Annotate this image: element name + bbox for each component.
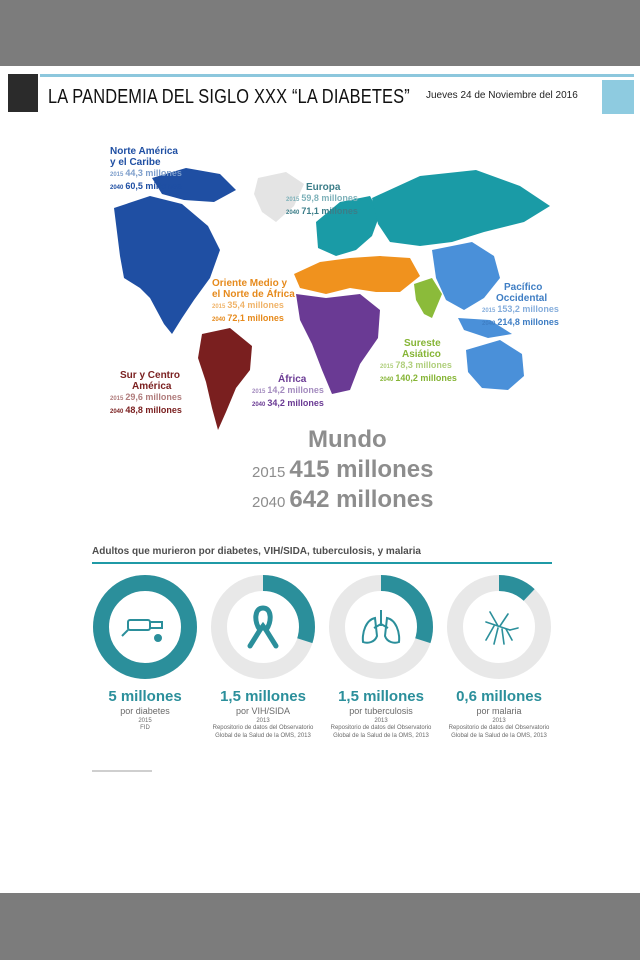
region-name: Occidental: [496, 293, 548, 304]
region-europe: Europa 2015 59,8 millones 2040 71,1 millones: [286, 182, 358, 216]
region-value-2040: 214,8 millones: [497, 317, 559, 327]
region-value-2015: 78,3 millones: [395, 360, 452, 370]
page-header: [8, 74, 634, 116]
stat-cause: por VIH/SIDA: [235, 706, 291, 716]
region-name: Europa: [306, 182, 341, 193]
mosquito-icon: [486, 612, 518, 644]
region-value-2040: 140,2 millones: [395, 373, 457, 383]
header-light-block: [602, 80, 634, 114]
adults-section-rule: [92, 562, 552, 564]
region-name: Oriente Medio y: [212, 278, 288, 289]
region-western-pacific: Pacífico Occidental 2015 153,2 millones 2040 214,8 millones: [482, 282, 559, 327]
stat-source: Repositorio de datos del Observatorio Global de la Salud de la OMS, 2013: [330, 725, 432, 739]
region-name: Norte América: [110, 146, 178, 157]
stat-year: 2013: [374, 718, 388, 724]
region-southeast-asia: Sureste Asiático 2015 78,3 millones 2040 140,2 millones: [380, 338, 457, 383]
document-page: [0, 66, 640, 893]
insulin-pen-icon: [122, 620, 162, 641]
stat-value: 5 millones: [108, 688, 182, 705]
stat-year: 2015: [138, 718, 152, 724]
stat-value: 1,5 millones: [220, 688, 306, 705]
footnote-mark: [92, 770, 152, 772]
stat-value: 1,5 millones: [338, 688, 424, 705]
region-middle-east: Oriente Medio y el Norte de África 2015 35,4 millones 2040 72,1 millones: [212, 278, 295, 323]
death-stat-malaria: [444, 574, 554, 740]
region-name: Sur y Centro: [120, 370, 181, 381]
adults-section-title: Adultos que murieron por diabetes, VIH/SIDA, tuberculosis, y malaria: [92, 546, 421, 557]
region-value-2040: 72,1 millones: [227, 313, 284, 323]
region-value-2040: 34,2 millones: [267, 398, 324, 408]
map-region-middle-east: [294, 256, 420, 294]
region-value-2015: 29,6 millones: [125, 392, 182, 402]
diabetes-infographic: [80, 138, 576, 758]
page-title: LA PANDEMIA DEL SIGLO XXX “LA DIABETES”: [48, 86, 410, 108]
region-value-2040: 60,5 millones: [125, 181, 182, 191]
stat-cause: por diabetes: [120, 706, 170, 716]
stat-year: 2013: [492, 718, 506, 724]
region-name: África: [278, 374, 307, 385]
donut-chart: [328, 574, 434, 680]
lungs-icon: [363, 610, 399, 643]
map-region-australia: [466, 340, 524, 390]
donut-arc: [101, 583, 189, 671]
map-region-north-america: [114, 196, 220, 334]
page-date: Jueves 24 de Noviembre del 2016: [426, 90, 578, 101]
stat-source: Repositorio de datos del Observatorio Global de la Salud de la OMS, 2013: [448, 725, 550, 739]
region-name: Pacífico: [504, 282, 543, 293]
awareness-ribbon-icon: [250, 608, 276, 646]
header-dark-block: [8, 74, 38, 112]
donut-chart: [92, 574, 198, 680]
region-value-2015: 44,3 millones: [125, 168, 182, 178]
region-name: y el Caribe: [110, 157, 161, 168]
map-region-asia-north: [372, 170, 550, 246]
stat-source: FID: [140, 725, 150, 731]
region-value-2040: 71,1 millones: [301, 206, 358, 216]
region-south-america: Sur y Centro América 2015 29,6 millones 2040 48,8 millones: [110, 370, 182, 415]
death-stat-diabetes: [90, 574, 200, 732]
stat-year: 2013: [256, 718, 270, 724]
region-value-2015: 14,2 millones: [267, 385, 324, 395]
world-title: Mundo: [308, 426, 387, 453]
world-year-2015: 2015: [252, 464, 286, 481]
world-value-2015: 415 millones: [289, 456, 434, 483]
stat-value: 0,6 millones: [456, 688, 542, 705]
region-africa: África 2015 14,2 millones 2040 34,2 millones: [252, 374, 324, 408]
death-stat-hiv: [208, 574, 318, 740]
header-accent-line: [40, 74, 634, 77]
region-name: América: [132, 381, 172, 392]
region-name: el Norte de África: [212, 289, 295, 300]
region-value-2015: 153,2 millones: [497, 304, 559, 314]
stat-source: Repositorio de datos del Observatorio Global de la Salud de la OMS, 2013: [212, 725, 314, 739]
region-value-2015: 59,8 millones: [301, 193, 358, 203]
region-value-2040: 48,8 millones: [125, 405, 182, 415]
donut-chart: [210, 574, 316, 680]
region-value-2015: 35,4 millones: [227, 300, 284, 310]
stat-cause: por malaria: [476, 706, 522, 716]
top-frame-bar: [0, 0, 640, 66]
region-north-america: Norte América y el Caribe 2015 44,3 millones 2040 60,5 millones: [110, 146, 182, 191]
world-value-2040: 642 millones: [289, 486, 434, 513]
region-name: Sureste: [404, 338, 441, 349]
map-region-south-america: [198, 328, 252, 430]
donut-chart: [446, 574, 552, 680]
death-stat-tuberculosis: [326, 574, 436, 740]
region-name: Asiático: [402, 349, 441, 360]
map-region-southeast-asia: [414, 278, 442, 318]
world-year-2040: 2040: [252, 494, 286, 511]
stat-cause: por tuberculosis: [349, 706, 413, 716]
bottom-frame-bar: [0, 893, 640, 960]
world-totals: [252, 426, 433, 514]
